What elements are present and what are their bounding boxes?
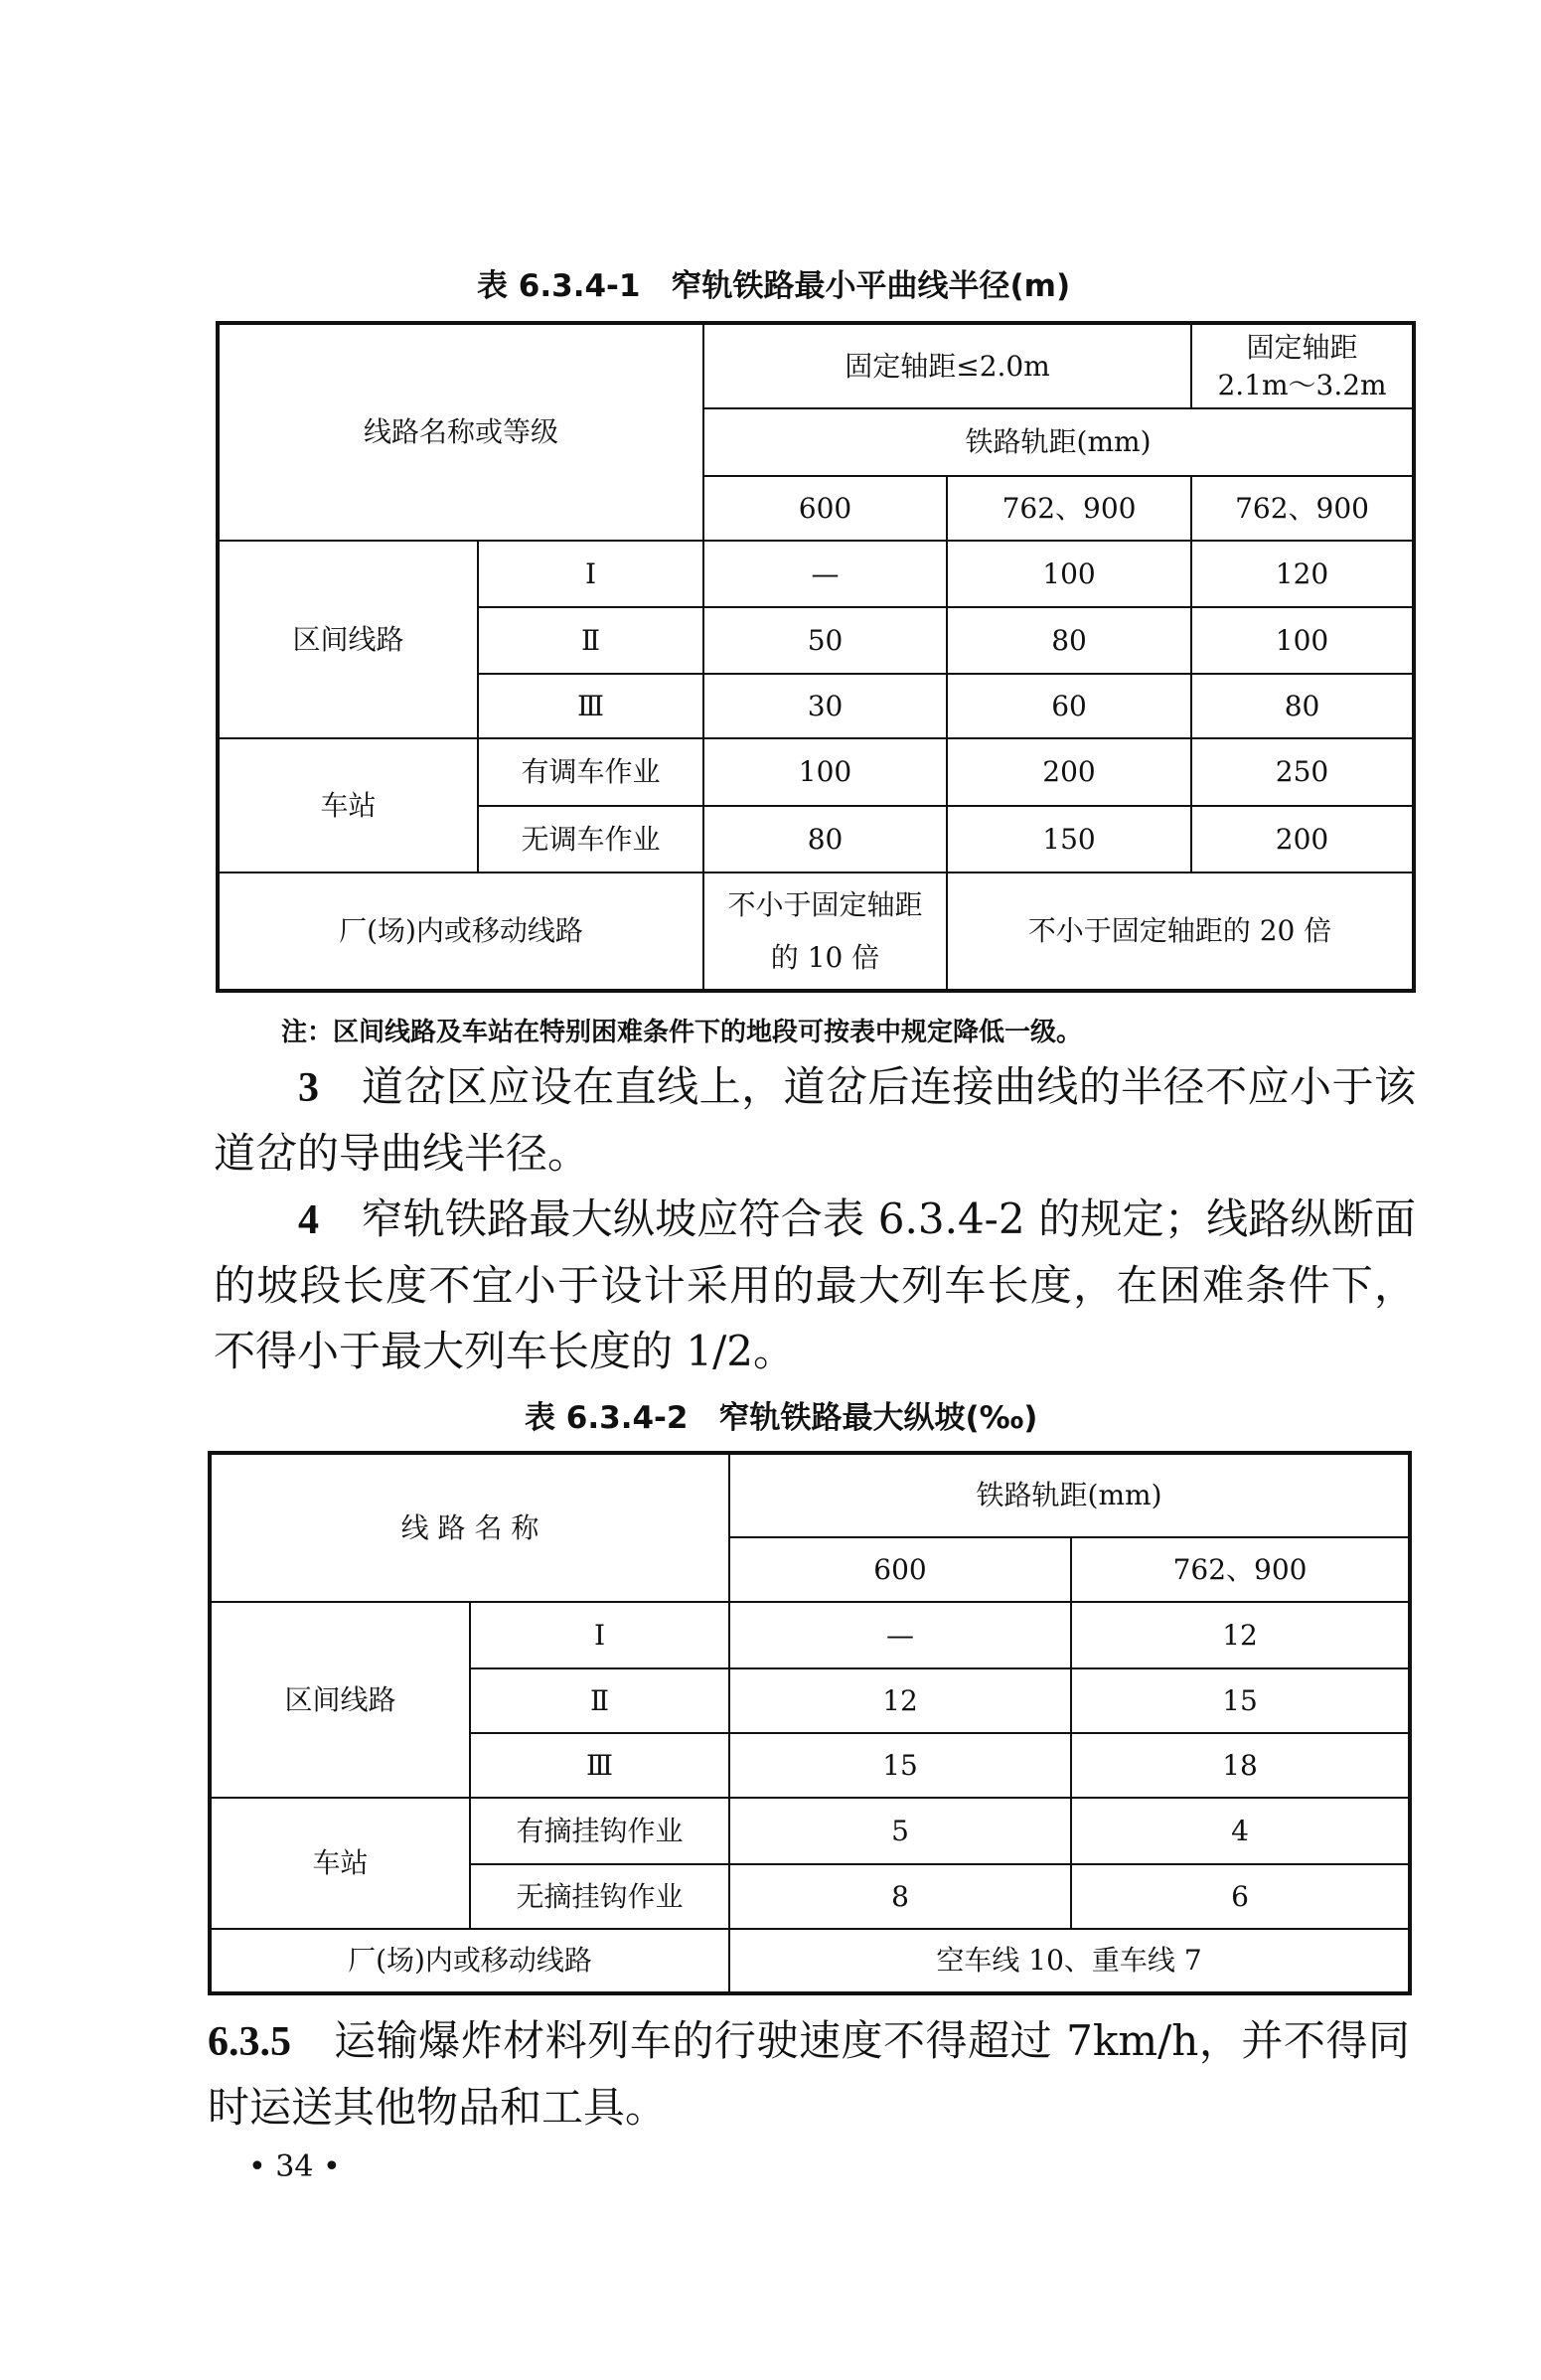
gauge-cell: 762、900 <box>1071 1537 1410 1602</box>
row-label: 无调车作业 <box>478 806 703 873</box>
value-cell: 120 <box>1191 541 1414 607</box>
table2-max-gradient <box>208 1451 1412 1995</box>
row-label: 有调车作业 <box>478 738 703 806</box>
gauge-cell: 600 <box>703 476 947 541</box>
row-label: Ⅱ <box>478 607 703 674</box>
value-cell: 100 <box>1191 607 1414 674</box>
header-wheelbase-small: 固定轴距≤2.0m <box>703 323 1191 408</box>
value-cell: 80 <box>1191 674 1414 738</box>
value-cell: 150 <box>947 806 1191 873</box>
row-label-factory: 厂(场)内或移动线路 <box>210 1929 729 1993</box>
group-station: 车站 <box>218 738 478 873</box>
header-wheelbase-large-line2: 2.1m～3.2m <box>1217 368 1387 401</box>
paragraph-4 <box>214 1187 1416 1384</box>
table1-caption: 表 6.3.4-1 窄轨铁路最小平曲线半径(m) <box>477 268 1071 304</box>
paragraph-number: 4 <box>298 1197 319 1243</box>
header-wheelbase-large <box>1191 323 1414 408</box>
value-cell: 100 <box>947 541 1191 607</box>
table1-note: 注：区间线路及车站在特别困难条件下的地段可按表中规定降低一级。 <box>281 1018 1083 1047</box>
row-label: Ⅰ <box>478 541 703 607</box>
value-cell: 30 <box>703 674 947 738</box>
row-label: Ⅱ <box>470 1668 729 1733</box>
table-row <box>218 873 1414 991</box>
table-row <box>210 1602 1410 1668</box>
value-cell: 4 <box>1071 1798 1410 1864</box>
header-wheelbase-large-line1: 固定轴距 <box>1246 330 1358 364</box>
row-label: Ⅰ <box>470 1602 729 1668</box>
paragraph-number: 3 <box>298 1065 319 1111</box>
row-label-factory: 厂(场)内或移动线路 <box>218 873 703 991</box>
paragraph-text: 道岔区应设在直线上，道岔后连接曲线的半径不应小于该道岔的导曲线半径。 <box>214 1062 1416 1178</box>
gauge-cell: 762、900 <box>947 476 1191 541</box>
table2-caption: 表 6.3.4-2 窄轨铁路最大纵坡(‰) <box>525 1400 1038 1436</box>
value-cell: 12 <box>1071 1602 1410 1668</box>
value-cell: 50 <box>703 607 947 674</box>
value-cell: 5 <box>729 1798 1071 1864</box>
value-cell: 6 <box>1071 1864 1410 1929</box>
row-label: Ⅲ <box>470 1733 729 1798</box>
table-row <box>218 541 1414 607</box>
group-section: 区间线路 <box>218 541 478 738</box>
page-number: • 34 • <box>248 2149 341 2184</box>
value-cell: 250 <box>1191 738 1414 806</box>
value-cell: 200 <box>1191 806 1414 873</box>
value-cell: 12 <box>729 1668 1071 1733</box>
clause-text: 运输爆炸材料列车的行驶速度不得超过 7km/h，并不得同时运送其他物品和工具。 <box>208 2016 1410 2132</box>
factory-large-cell: 不小于固定轴距的 20 倍 <box>947 873 1414 991</box>
factory-small-line1: 不小于固定轴距 <box>727 887 923 921</box>
gauge-cell: 600 <box>729 1537 1071 1602</box>
value-cell: 80 <box>703 806 947 873</box>
value-cell: — <box>729 1602 1071 1668</box>
factory-small-line2: 的 10 倍 <box>770 941 880 974</box>
value-cell: — <box>703 541 947 607</box>
header-gauge: 铁路轨距(mm) <box>729 1453 1410 1537</box>
value-cell: 8 <box>729 1864 1071 1929</box>
group-station: 车站 <box>210 1798 470 1929</box>
header-gauge: 铁路轨距(mm) <box>703 408 1414 476</box>
value-cell: 200 <box>947 738 1191 806</box>
paragraph-3 <box>214 1054 1416 1187</box>
table-row <box>218 738 1414 806</box>
value-cell: 18 <box>1071 1733 1410 1798</box>
header-line-name: 线路名称或等级 <box>218 323 703 541</box>
paragraph-text: 窄轨铁路最大纵坡应符合表 6.3.4-2 的规定；线路纵断面的坡段长度不宜小于设计采用的最大列车长度，在困难条件下，不得小于最大列车长度的 1/2。 <box>214 1194 1416 1375</box>
clause-number: 6.3.5 <box>208 2019 291 2065</box>
gauge-cell: 762、900 <box>1191 476 1414 541</box>
factory-small-cell <box>703 873 947 991</box>
value-cell: 60 <box>947 674 1191 738</box>
table1-min-curve-radius <box>216 321 1416 993</box>
row-label: 无摘挂钩作业 <box>470 1864 729 1929</box>
value-cell: 80 <box>947 607 1191 674</box>
row-label: 有摘挂钩作业 <box>470 1798 729 1864</box>
clause-6-3-5 <box>208 2008 1410 2141</box>
group-section: 区间线路 <box>210 1602 470 1798</box>
table-row <box>210 1798 1410 1864</box>
value-cell: 15 <box>1071 1668 1410 1733</box>
row-label: Ⅲ <box>478 674 703 738</box>
value-cell: 15 <box>729 1733 1071 1798</box>
factory-value-cell: 空车线 10、重车线 7 <box>729 1929 1410 1993</box>
value-cell: 100 <box>703 738 947 806</box>
table-row <box>210 1929 1410 1993</box>
header-line-name: 线 路 名 称 <box>210 1453 729 1602</box>
